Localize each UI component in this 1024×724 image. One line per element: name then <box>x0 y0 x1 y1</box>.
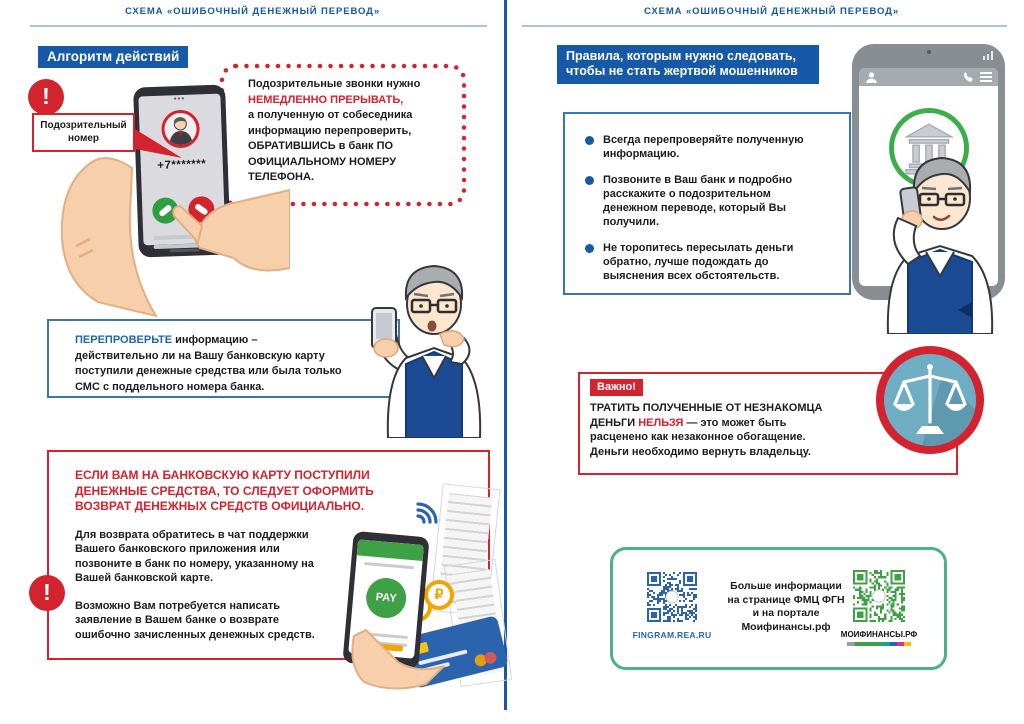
refund-heading: ЕСЛИ ВАМ НА БАНКОВСКУЮ КАРТУ ПОСТУПИЛИ ДЕНЕЖНЫЕ СРЕДСТВА, ТО СЛЕДУЕТ ОФОРМИТЬ ВОЗВРАТ ДЕНЕЖНЫХ СРЕДСТВ ОФИЦИАЛЬНО. <box>75 468 374 513</box>
header-rule-left <box>30 25 487 27</box>
recheck-text: ПЕРЕПРОВЕРЬТЕ информацию – действительно ли на Вашу банковскую карту поступили денежные средства или была только СМС с поддельного номера банка. <box>75 334 342 393</box>
more-info-box <box>610 547 947 670</box>
more-info-text: Больше информации на странице ФМЦ ФГН и на портале Моифинансы.рф <box>727 580 845 633</box>
menu-icon <box>980 72 992 82</box>
exclamation-icon: ! <box>28 79 64 115</box>
man-checking-phone-illustration <box>370 252 498 438</box>
important-badge: Важно! <box>590 379 643 396</box>
phone-icon <box>963 72 974 83</box>
man-calling-bank-illustration <box>862 146 1010 334</box>
dotted-note-text: Подозрительные звонки нужно НЕМЕДЛЕННО ПРЕРЫВАТЬ, а полученную от собеседника информацию перепроверить, ОБРАТИВШИСЬ в банк ПО ОФИЦИАЛЬНОМУ НОМЕРУ ТЕЛЕФОНА. <box>248 78 421 183</box>
app-header <box>357 539 424 561</box>
section-badge-algorithm: Алгоритм действий <box>38 46 188 68</box>
page-title-right: СХЕМА «ОШИБОЧНЫЙ ДЕНЕЖНЫЙ ПЕРЕВОД» <box>643 6 900 17</box>
bullet-icon <box>585 176 594 185</box>
pay-button[interactable]: PAY <box>365 576 408 619</box>
bullet-icon <box>585 244 594 253</box>
contact-icon <box>865 71 878 84</box>
recheck-note <box>47 319 400 398</box>
qr-code-fingram <box>647 572 697 622</box>
moifinansy-label: МОИФИНАНСЫ.РФ <box>840 630 918 639</box>
rules-box <box>563 112 851 295</box>
app-line <box>364 562 414 569</box>
camera-dot-icon <box>927 50 931 54</box>
justice-scales-badge <box>876 346 984 454</box>
caller-number: +7******* <box>157 158 207 172</box>
suspicious-number-callout: Подозрительный номер <box>32 113 135 152</box>
moifinansy-logo-stripe <box>847 642 911 646</box>
nfc-icon <box>414 492 450 524</box>
hands-illustration <box>40 150 290 318</box>
rule-text: Позвоните в Ваш банк и подробно расскажите о подозрительном денежном переводе, который Вы получили. <box>603 174 793 228</box>
rule-item <box>585 133 839 161</box>
call-top-bar <box>859 68 998 86</box>
bullet-icon <box>585 136 594 145</box>
refund-payment-illustration <box>348 486 506 691</box>
section-badge-rules: Правила, которым нужно следовать, чтобы не стать жертвой мошенников <box>557 45 819 84</box>
rule-item <box>585 173 839 229</box>
menu-dots-icon: ••• <box>173 93 186 104</box>
fingram-label: FINGRAM.REA.RU <box>632 630 712 640</box>
scales-icon <box>884 354 976 446</box>
refund-step1: Для возврата обратитесь в чат поддержки Вашего банковского приложения или позвоните в банк по номеру, указанному на Вашей банковской карте. <box>75 528 314 584</box>
refund-step2: Возможно Вам потребуется написать заявление в Вашем банке о возврате ошибочно зачисленных денежных средств. <box>75 599 315 641</box>
important-text: ТРАТИТЬ ПОЛУЧЕННЫЕ ОТ НЕЗНАКОМЦА ДЕНЬГИ НЕЛЬЗЯ — это может быть расценено как незаконное обогащение. Деньги необходимо вернуть владельцу. <box>590 402 823 458</box>
page-title-left: СХЕМА «ОШИБОЧНЫЙ ДЕНЕЖНЫЙ ПЕРЕВОД» <box>124 6 381 17</box>
header-rule-right <box>522 25 1007 27</box>
qr-code-moifinansy <box>853 570 905 622</box>
rule-text: Всегда перепроверяйте полученную информацию. <box>603 134 804 160</box>
rule-text: Не торопитесь пересылать деньги обратно, лучше подождать до выяснения всех обстоятельств. <box>603 242 794 282</box>
signal-bars-icon <box>983 51 994 60</box>
hand-holding-phone <box>348 626 468 691</box>
exclamation-icon: ! <box>29 575 65 611</box>
rule-item <box>585 241 839 283</box>
ruble-coin-icon: ₽ <box>424 580 454 610</box>
